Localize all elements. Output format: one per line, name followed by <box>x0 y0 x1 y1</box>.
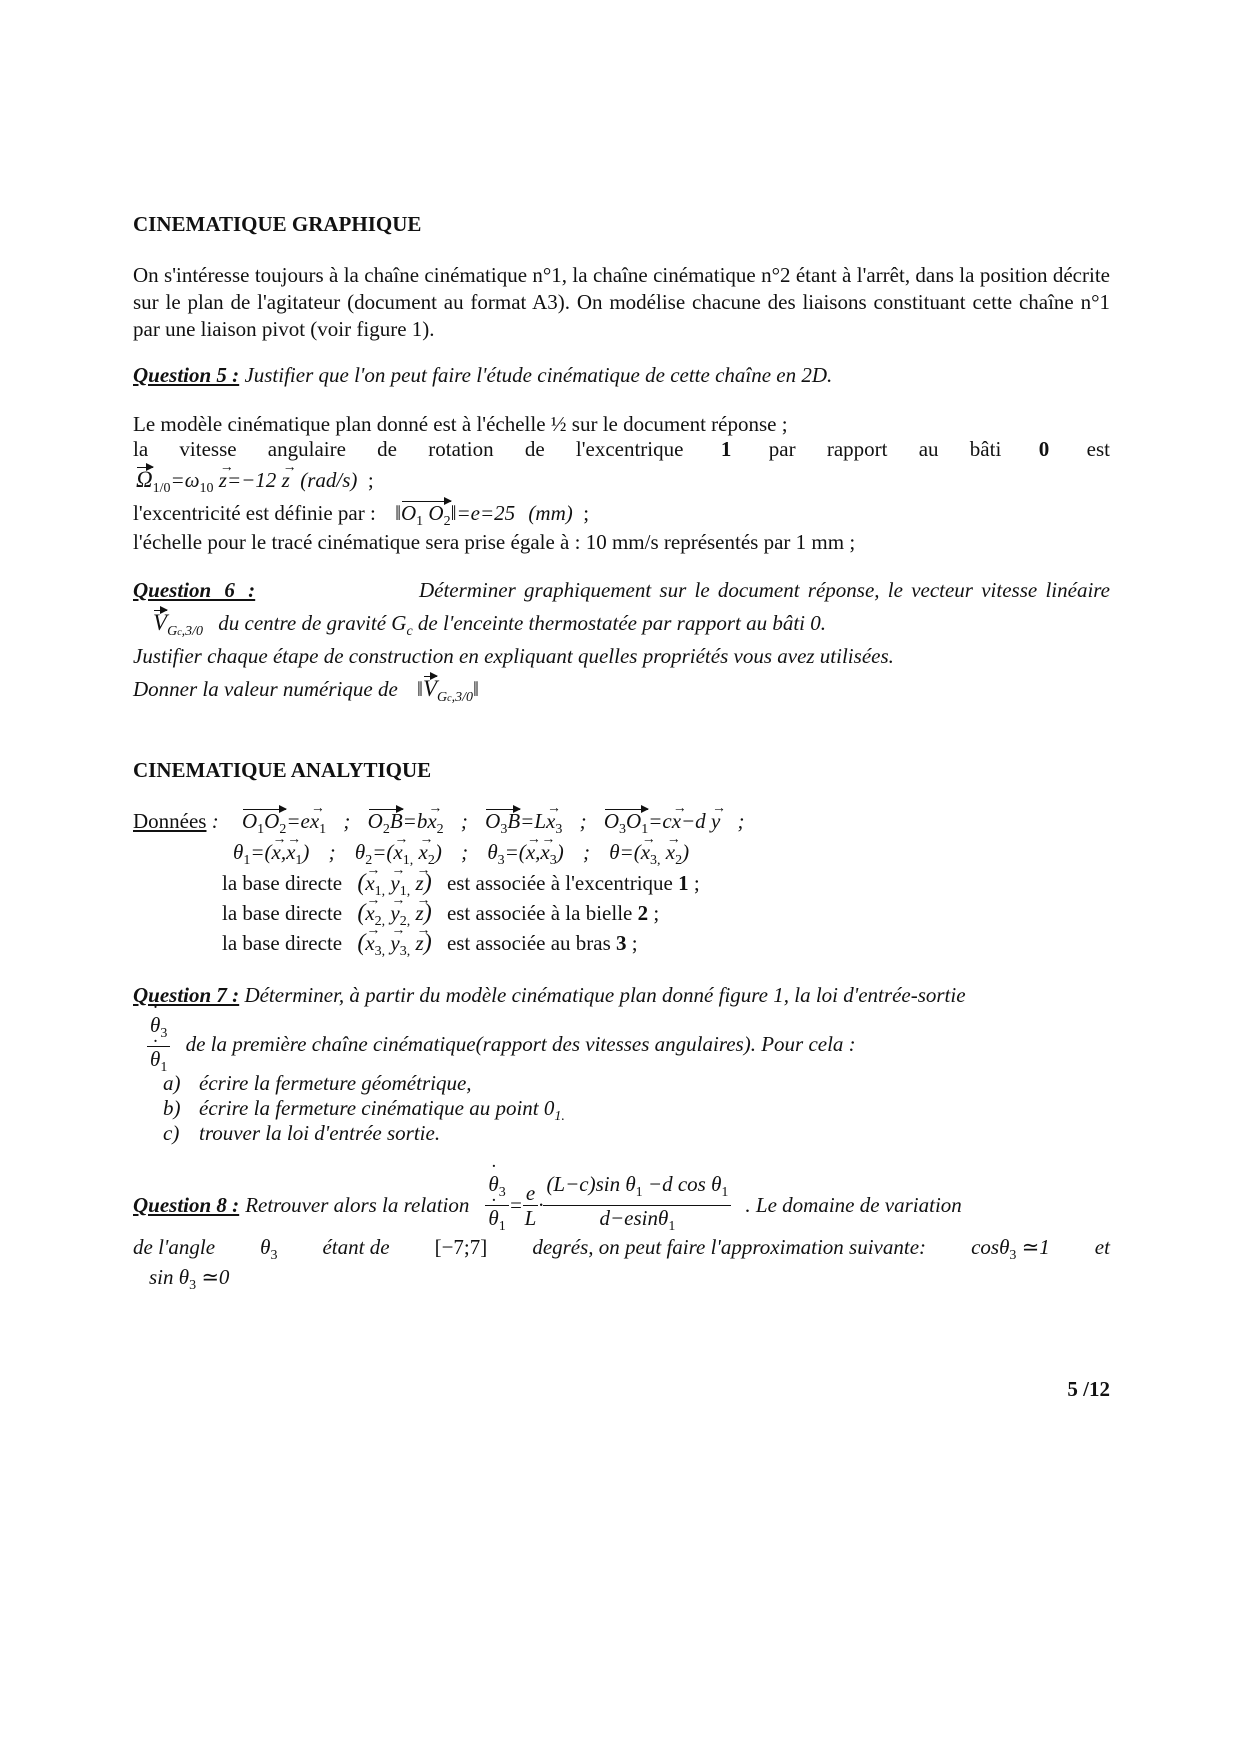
omega-value: =−12 <box>226 468 277 492</box>
relation-formula: $\frac{\theta ˙_3}{\theta ˙_1}$ = $\frac{e}{L}$ · $\frac{(L-c)\sin \theta_1 -d \cos \theta_1}{d-esin\theta_1}$ <box>485 1172 731 1239</box>
question-6-text-a: Déterminer graphiquement sur le document réponse, le vecteur vitesse linéaire <box>418 578 1110 602</box>
question-7 <box>133 982 1110 1009</box>
omega-formula: $\Omega_{1/0}=\omega_{10}$ z →=−12 z → (rad/s) ; <box>136 466 1113 502</box>
theta-ratio-fraction: $\frac{\theta ˙_3}{\theta ˙_1}$ <box>147 1013 170 1080</box>
question-8-text-f: et <box>1094 1235 1110 1259</box>
excentricity-unit: (mm) <box>528 501 573 525</box>
base-3-text: est associée au bras <box>446 931 611 955</box>
base-label-2: la base directe <box>222 901 343 925</box>
base-label-3: la base directe <box>222 931 343 955</box>
sin-approximation: $\sin \theta_3$ ≃0 <box>149 1265 230 1293</box>
question-5-label: Question 5 : <box>133 363 240 387</box>
question-6-label: Question 6 : <box>133 578 256 602</box>
question-7-label: Question 7 : <box>133 983 240 1007</box>
scale-line: l'échelle pour le tracé cinématique sera prise égale à : 10 mm/s représentés par 1 mm ; <box>133 530 856 554</box>
speed-text-b: par rapport au bâti <box>768 437 1002 461</box>
question-7-text-b: de la première chaîne cinématique(rapport des vitesses angulaires). Pour cela : <box>185 1032 856 1057</box>
base-line-3: la base directe ($x \to_{3,}$ $y \to_{3,}$ z →) est associée au bras 3 ; <box>222 930 1199 965</box>
question-6-text-d: Donner la valeur numérique de <box>133 677 398 701</box>
angular-speed-line <box>133 436 1110 463</box>
donnees-line-1: Données : $O_1O_2=ex \to_1$ ; $O_2B=bx \to_2$ ; $O_3B=Lx \to_3$ ; $O_3O_1=cx \to-d$ y → ; <box>133 808 1110 843</box>
step-a: a) écrire la fermeture géométrique, <box>163 1071 472 1095</box>
question-5-text: Justifier que l'on peut faire l'étude cinématique de cette chaîne en 2D. <box>244 363 833 387</box>
section-title-analytique: CINEMATIQUE ANALYTIQUE <box>133 758 432 782</box>
excentricity-line: l'excentricité est définie par : $‖O_1$ $O_2‖=e=25$ (mm) ; <box>133 500 1110 535</box>
base-2-num: 2 <box>637 901 649 925</box>
excentricity-label: l'excentricité est définie par : <box>133 501 376 525</box>
question-8-text-c: de l'angle <box>133 1235 216 1259</box>
intro-paragraph: On s'intéresse toujours à la chaîne cinématique n°1, la chaîne cinématique n°2 étant à l'arrêt, dans la position décrite sur le plan de l'agitateur (document au format A3). On modélise chacune des liaisons constituant cette chaîne n°1 par une liaison pivot (voir figure 1). <box>133 263 1110 341</box>
question-6-text-b2: de l'enceinte thermostatée par rapport au bâti 0. <box>417 611 827 635</box>
base-1-text: est associée à l'excentrique <box>446 871 673 895</box>
question-8-text-b: . Le domaine de variation <box>745 1193 962 1217</box>
question-6-text-b: du centre de gravité G <box>218 611 407 635</box>
question-5 <box>133 362 1110 389</box>
question-7-text-a: Déterminer, à partir du modèle cinématique plan donné figure 1, la loi d'entrée-sortie <box>244 983 966 1007</box>
question-8-text-a: Retrouver alors la relation <box>245 1193 470 1217</box>
speed-text-one: 1 <box>720 437 732 461</box>
question-8-text-e: degrés, on peut faire l'approximation suivante: <box>532 1235 927 1259</box>
speed-text-c: est <box>1086 437 1110 461</box>
step-c: c) trouver la loi d'entrée sortie. <box>163 1121 441 1145</box>
page-number: 5 /12 <box>1067 1377 1110 1401</box>
question-8-line-2: de l'angle $\theta_3$ étant de [−7;7] degrés, on peut faire l'approximation suivante: cosθ$_3$ ≃1 et <box>133 1234 1110 1269</box>
question-6 <box>133 577 1110 604</box>
donnees-line-2: $\theta_1=(x \to,x \to_1)$ ; $\theta_2=(x \to_{1,}$ $x \to_2$) ; $\theta_3=(x \to,x \to_3)$ ; $\theta=(x \to_{3,}$ $x \to_2$) <box>233 839 1210 874</box>
base-line-1: la base directe ($x \to_{1,}$ $y \to_{1,}$ z →) est associée à l'excentrique 1 ; <box>222 870 1199 905</box>
angle-range: [−7;7] <box>434 1235 488 1259</box>
section-title-graphique: CINEMATIQUE GRAPHIQUE <box>133 212 422 236</box>
question-8-label: Question 8 : <box>133 1193 240 1217</box>
omega-unit: (rad/s) <box>300 468 358 492</box>
base-line-2: la base directe ($x \to_{2,}$ $y \to_{2,}$ z →) est associée à la bielle 2 ; <box>222 900 1199 935</box>
question-8 <box>133 1172 1110 1239</box>
donnees-label: Données <box>133 809 207 833</box>
question-6-line-4: Donner la valeur numérique de $‖V_{Gc,3/0}‖$ <box>133 676 479 705</box>
speed-text-a: la vitesse angulaire de rotation de l'excentrique <box>133 437 684 461</box>
question-6-text-c: Justifier chaque étape de construction en expliquant quelles propriétés vous avez utilisées. <box>133 644 894 668</box>
base-label-1: la base directe <box>222 871 343 895</box>
base-2-text: est associée à la bielle <box>446 901 633 925</box>
speed-text-zero: 0 <box>1038 437 1050 461</box>
model-scale-line: Le modèle cinématique plan donné est à l'échelle ½ sur le document réponse ; <box>133 412 788 436</box>
question-8-text-d: étant de <box>322 1235 390 1259</box>
excentricity-value: =e=25 <box>456 501 516 525</box>
base-3-num: 3 <box>616 931 627 955</box>
step-b: b) écrire la fermeture cinématique au point $0_{1.}$ <box>163 1096 565 1124</box>
question-6-line-2: $V_{Gc,3/0}$ du centre de gravité $G_c$ de l'enceinte thermostatée par rapport au bâti 0. <box>153 610 827 639</box>
base-1-num: 1 <box>678 871 689 895</box>
